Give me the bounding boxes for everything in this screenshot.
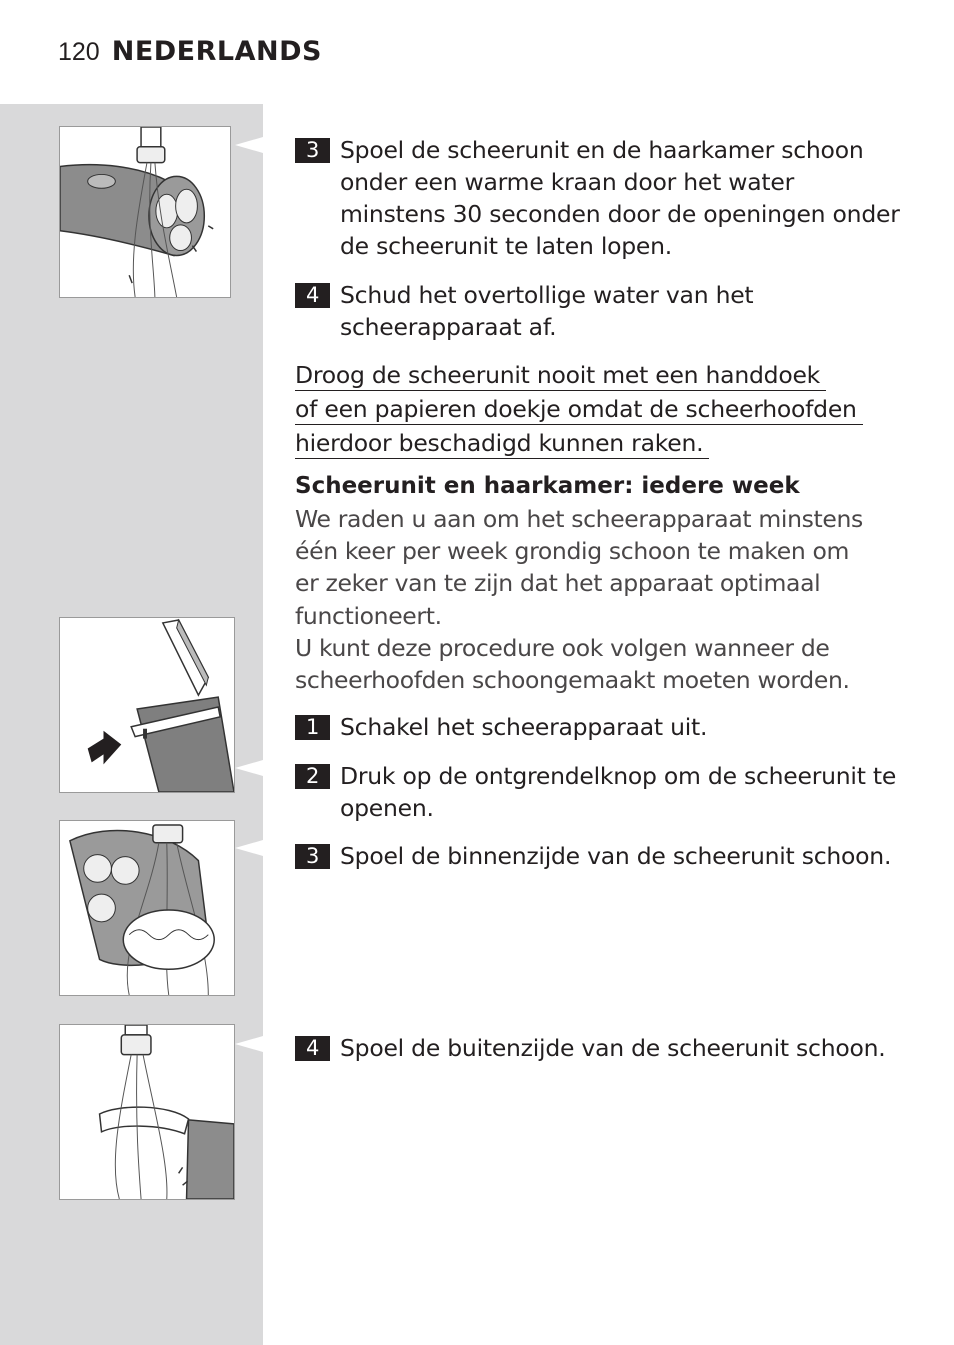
step-text: Schakel het scheerapparaat uit.: [340, 713, 708, 741]
intro-paragraph: U kunt deze procedure ook volgen wanneer de scheerhoofden schoongemaakt moeten worden.: [295, 634, 850, 695]
figure-pointer: [235, 1036, 263, 1052]
step-text: Spoel de binnenzijde van de scheerunit schoon.: [340, 842, 892, 870]
section-title: NEDERLANDS: [111, 36, 322, 67]
step-number-badge: 1: [295, 715, 330, 740]
step-item: [295, 840, 905, 872]
step-item: [295, 760, 905, 824]
step-text: Druk op de ontgrendelknop om de scheerunit te openen.: [340, 762, 897, 822]
shaver-under-tap-icon: [59, 126, 231, 298]
step-item: [295, 134, 905, 262]
intro-paragraph: We raden u aan om het scheerapparaat minstens één keer per week grondig schoon te maken om er zeker van te zijn dat het apparaat optimaal functioneert.: [295, 505, 863, 630]
step-item: [295, 711, 905, 743]
figure-pointer: [235, 137, 263, 153]
warning-line: Droog de scheerunit nooit met een handdoek: [295, 360, 826, 391]
step-item: [295, 279, 905, 343]
warning-line: hierdoor beschadigd kunnen raken.: [295, 428, 709, 459]
step-number-badge: 4: [295, 283, 330, 308]
page-header: [58, 36, 322, 72]
figure-pointer: [235, 760, 263, 776]
step-item: [295, 1032, 905, 1064]
step-number-badge: 2: [295, 764, 330, 789]
rinse-outside-unit-icon: [59, 1024, 235, 1200]
step-number-badge: 4: [295, 1036, 330, 1061]
section-heading: Scheerunit en haarkamer: iedere week: [295, 473, 800, 499]
step-text: Spoel de scheerunit en de haarkamer schoon onder een warme kraan door het water minstens 30 seconden door de openingen onder de scheerunit te laten lopen.: [340, 136, 900, 260]
step-number-badge: 3: [295, 138, 330, 163]
step-text: Spoel de buitenzijde van de scheerunit schoon.: [340, 1034, 886, 1062]
step-number-badge: 3: [295, 844, 330, 869]
step-text: Schud het overtollige water van het scheerapparaat af.: [340, 281, 754, 341]
warning-line: of een papieren doekje omdat de scheerhoofden: [295, 394, 863, 425]
open-shaving-unit-icon: [59, 617, 235, 793]
page-number: 120: [58, 38, 100, 66]
figure-pointer: [235, 840, 263, 856]
warning-text: [295, 359, 895, 461]
rinse-inside-unit-icon: [59, 820, 235, 996]
